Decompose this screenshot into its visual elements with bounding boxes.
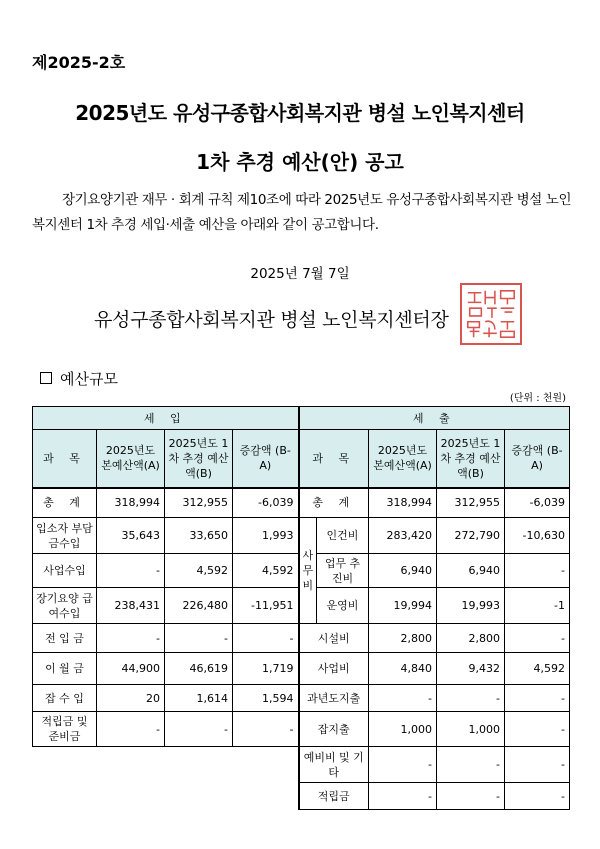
expense-item-name: 잡지출 [299,712,369,747]
revenue-col-subject: 과 목 [33,430,97,488]
revenue-item-name: 전 입 금 [33,624,97,653]
expense-rev: - [437,685,505,712]
revenue-diff: 4,592 [233,554,299,588]
expense-item-name: 사업비 [299,653,369,685]
expense-rev: 19,993 [437,588,505,624]
expense-item-name: 적립금 [299,783,369,810]
expense-diff: - [505,624,570,653]
expense-item-name: 운영비 [317,588,369,624]
expense-rev: 6,940 [437,554,505,588]
revenue-diff: -11,951 [233,588,299,624]
expense-rev: 272,790 [437,518,505,554]
table-row [33,712,570,747]
revenue-item-name: 사업수입 [33,554,97,588]
revenue-orig: 20 [97,685,165,712]
expense-diff: - [505,685,570,712]
expense-orig: 283,420 [369,518,437,554]
revenue-col-rev: 2025년도 1차 추경 예산액(B) [165,430,233,488]
document-number: 제2025-2호 [32,53,126,72]
expense-orig: 318,994 [369,488,437,518]
revenue-item-name: 적립금 및 준비금 [33,712,97,747]
expense-diff: -6,039 [505,488,570,518]
section-title-label: 예산규모 [60,370,118,388]
announcement-date: 2025년 7월 7일 [250,266,350,282]
expense-diff: - [505,554,570,588]
table-row [33,518,570,554]
revenue-orig: 35,643 [97,518,165,554]
expense-orig: 1,000 [369,712,437,747]
revenue-diff: 1,719 [233,653,299,685]
revenue-col-orig: 2025년도 본예산액(A) [97,430,165,488]
expense-rev: - [437,747,505,783]
revenue-rev: 1,614 [165,685,233,712]
table-row [33,747,570,783]
unit-note: (단위 : 천원) [509,393,566,404]
revenue-header: 세 입 [33,407,299,430]
expense-orig: - [369,747,437,783]
revenue-rev: 226,480 [165,588,233,624]
revenue-orig: 318,994 [97,488,165,518]
expense-item-name: 총 계 [299,488,369,518]
expense-rev: 1,000 [437,712,505,747]
expense-item-name: 시설비 [299,624,369,653]
expense-rev: - [437,783,505,810]
announcement-body: 장기요양기관 재무 · 회계 규칙 제10조에 따라 2025년도 유성구종합사회복지관 병설 노인복지센터 1차 추경 세입·세출 예산을 아래와 같이 공고합니다. [32,192,572,233]
revenue-orig: - [97,554,165,588]
expense-orig: 6,940 [369,554,437,588]
expense-col-subject: 과 목 [299,430,369,488]
revenue-diff: 1,993 [233,518,299,554]
expense-diff: - [505,712,570,747]
budget-table [32,406,570,810]
revenue-orig: - [97,624,165,653]
revenue-orig: 238,431 [97,588,165,624]
expense-col-diff: 증감액 (B-A) [505,430,570,488]
revenue-diff: - [233,712,299,747]
revenue-orig: - [97,712,165,747]
revenue-rev: 33,650 [165,518,233,554]
revenue-item-name: 장기요양 급여수입 [33,588,97,624]
revenue-orig: 44,900 [97,653,165,685]
revenue-diff: -6,039 [233,488,299,518]
revenue-diff: - [233,624,299,653]
table-row [33,624,570,653]
expense-diff: - [505,747,570,783]
revenue-rev: 46,619 [165,653,233,685]
official-seal-icon [460,283,522,345]
expense-header: 세 출 [299,407,570,430]
expense-diff: - [505,783,570,810]
expense-orig: 2,800 [369,624,437,653]
expense-diff: -1 [505,588,570,624]
title-line-2: 1차 추경 예산(안) 공고 [196,150,404,174]
expense-item-name: 업무 추진비 [317,554,369,588]
revenue-item-name: 총 계 [33,488,97,518]
revenue-rev: 312,955 [165,488,233,518]
checkbox-square-icon [40,372,52,384]
expense-rev: 2,800 [437,624,505,653]
revenue-item-name: 이 월 금 [33,653,97,685]
expense-orig: 4,840 [369,653,437,685]
revenue-item-name: 잡 수 입 [33,685,97,712]
table-row [33,783,570,810]
revenue-rev: 4,592 [165,554,233,588]
signer-name: 유성구종합사회복지관 병설 노인복지센터장 [94,309,449,331]
revenue-item-name: 입소자 부담금수입 [33,518,97,554]
expense-item-name: 인건비 [317,518,369,554]
revenue-rev: - [165,712,233,747]
revenue-col-diff: 증감액 (B-A) [233,430,299,488]
expense-item-name: 과년도지출 [299,685,369,712]
table-row [33,488,570,518]
expense-diff: 4,592 [505,653,570,685]
expense-rev: 312,955 [437,488,505,518]
expense-col-orig: 2025년도 본예산액(A) [369,430,437,488]
table-row [33,685,570,712]
expense-orig: - [369,685,437,712]
expense-item-name: 예비비 및 기타 [299,747,369,783]
table-row [33,653,570,685]
admin-expense-group-label: 사무비 [299,518,317,624]
revenue-diff: 1,594 [233,685,299,712]
expense-rev: 9,432 [437,653,505,685]
expense-orig: - [369,783,437,810]
expense-diff: -10,630 [505,518,570,554]
revenue-rev: - [165,624,233,653]
expense-orig: 19,994 [369,588,437,624]
section-title [40,368,118,389]
expense-col-rev: 2025년도 1차 추경 예산액(B) [437,430,505,488]
title-line-1: 2025년도 유성구종합사회복지관 병설 노인복지센터 [75,101,525,125]
